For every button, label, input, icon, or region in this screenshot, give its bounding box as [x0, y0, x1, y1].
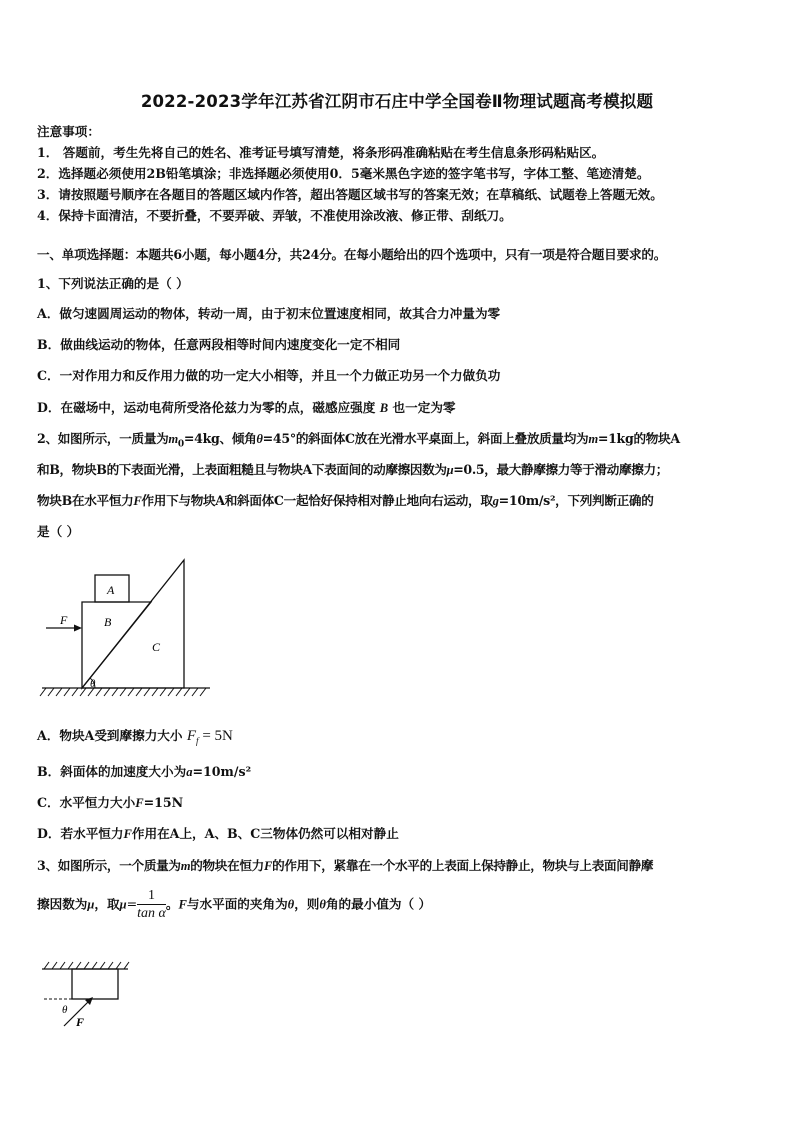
ground-hatch [40, 688, 206, 696]
fraction-numerator: 1 [137, 888, 166, 905]
notice-item: 3．请按照题号顺序在各题目的答题区域内作答，超出答题区域书写的答案无效；在草稿纸、试题卷上答题无效。 [37, 187, 663, 202]
q2-text: 2、如图所示，一质量为 [37, 431, 169, 446]
var-mu: μ [87, 897, 95, 912]
q2-text: =1kg的物块A [597, 431, 680, 446]
q2-text: D．若水平恒力 [37, 826, 124, 841]
var-m: m [180, 859, 191, 873]
notice-item: 2．选择题必须使用2B铅笔填涂；非选择题必须使用0．5毫米黑色字迹的签字笔书写，字体工整、笔迹清楚。 [37, 166, 650, 181]
q3-line-1 [37, 855, 653, 874]
page-title: 2022-2023学年江苏省江阴市石庄中学全国卷Ⅱ物理试题高考模拟题 [140, 92, 654, 111]
var-m: m [588, 432, 598, 446]
q2-line-3 [37, 490, 654, 509]
var-f: F [133, 494, 142, 508]
var-f: F [178, 897, 187, 912]
q3-text: 角的最小值为（ ） [325, 896, 432, 912]
q1-option-d [37, 397, 456, 416]
ceiling-hatch [44, 962, 129, 969]
q2-incline-figure [38, 556, 213, 698]
var-g: g [492, 494, 499, 508]
var-mu: μ [119, 897, 127, 912]
label-c: C [152, 640, 161, 654]
var-f: F [263, 859, 273, 873]
q1-stem: 1、下列说法正确的是（ ） [37, 276, 189, 291]
label-theta: θ [62, 1004, 68, 1016]
q2-option-a [37, 725, 233, 746]
q2-text: =4kg、倾角 [183, 431, 257, 446]
q2-text: 和B，物块B的下表面光滑，上表面粗糙且与物块A下表面间的动摩擦因数为 [37, 462, 447, 477]
q3-text: 。 [165, 896, 179, 912]
fraction [137, 888, 166, 922]
q3-text: 的物块在恒力 [190, 858, 264, 873]
var-f-sub: f [196, 736, 199, 746]
q2-option-c [37, 792, 183, 811]
section-heading: 一、单项选择题：本题共6小题，每小题4分，共24分。在每小题给出的四个选项中，只有一项是符合题目要求的。 [37, 247, 667, 262]
q2-text: =10m/s² [192, 764, 252, 779]
var-f: F [135, 796, 144, 810]
var-f: F [123, 827, 132, 841]
q1-option-d-tail: 也一定为零 [392, 400, 456, 415]
q2-option-a-formula [187, 728, 233, 744]
var-mu: μ [446, 463, 454, 477]
block-b [82, 602, 151, 688]
var-theta: θ [287, 897, 295, 912]
q2-text: 作用在A上，A、B、C三物体仍然可以相对静止 [131, 826, 399, 841]
force-arrowhead [74, 625, 82, 632]
q1-option-a: A．做匀速圆周运动的物体，转动一周，由于初末位置速度相同，故其合力冲量为零 [37, 306, 501, 321]
q2-text: 物块B在水平恒力 [37, 493, 134, 508]
q2-text: =45°的斜面体C放在光滑水平桌面上，斜面上叠放质量均为 [262, 431, 589, 446]
label-a: A [107, 583, 115, 597]
notice-item: 4．保持卡面清洁，不要折叠，不要弄破、弄皱，不准使用涂改液、修正带、刮纸刀。 [37, 208, 512, 223]
q2-text: 作用下与物块A和斜面体C一起恰好保持相对静止地向右运动，取 [141, 493, 493, 508]
fraction-denominator: tan α [137, 906, 166, 921]
notice-heading: 注意事项： [37, 124, 100, 139]
q3-ceiling-figure [40, 960, 130, 1032]
q3-text: ，则 [294, 896, 320, 912]
var-m0: m [168, 432, 178, 446]
q2-line-1 [37, 428, 680, 450]
var-m0-sub: 0 [177, 439, 184, 450]
q2-text: C．水平恒力大小 [37, 795, 136, 810]
q2-option-d [37, 823, 399, 842]
q1-option-b: B．做曲线运动的物体，任意两段相等时间内速度变化一定不相同 [37, 337, 401, 352]
q3-text: 擦因数为 [37, 896, 88, 912]
q3-text: 与水平面的夹角为 [186, 896, 288, 912]
q3-line-2 [37, 888, 431, 922]
q2-line-4: 是（ ） [37, 524, 80, 539]
label-theta: θ [90, 678, 96, 690]
var-theta: θ [319, 897, 326, 912]
label-f: F [76, 1015, 85, 1029]
notice-item: 1． 答题前，考生先将自己的姓名、准考证号填写清楚，将条形码准确粘贴在考生信息条形码粘贴区。 [37, 145, 605, 160]
q2-option-a-value: = 5N [202, 728, 233, 744]
q1-option-d-text: D．在磁场中，运动电荷所受洛伦兹力为零的点，磁感应强度 [37, 400, 376, 415]
var-theta: θ [256, 432, 263, 446]
q2-text: =0.5，最大静摩擦力等于滑动摩擦力； [453, 462, 668, 477]
q2-text: =15N [143, 795, 184, 810]
var-b: B [379, 401, 389, 415]
block [72, 969, 118, 999]
q2-text: =10m/s²，下列判断正确的 [498, 493, 654, 508]
q3-text: 的作用下，紧靠在一个水平的上表面上保持静止，物块与上表面间静摩 [272, 858, 654, 873]
label-f: F [60, 613, 68, 627]
q3-text: ，取 [94, 896, 120, 912]
q3-text: 3、如图所示，一个质量为 [37, 858, 181, 873]
label-b: B [104, 615, 112, 629]
var-f: F [186, 728, 197, 744]
q1-option-c: C．一对作用力和反作用力做的功一定大小相等，并且一个力做正功另一个力做负功 [37, 368, 501, 383]
q2-option-a-text: A．物块A受到摩擦力大小 [37, 728, 183, 743]
equals-sign: = [126, 896, 138, 912]
q2-text: B．斜面体的加速度大小为 [37, 764, 187, 779]
var-a: a [186, 765, 193, 779]
q2-line-2 [37, 459, 668, 478]
q2-option-b [37, 761, 251, 780]
